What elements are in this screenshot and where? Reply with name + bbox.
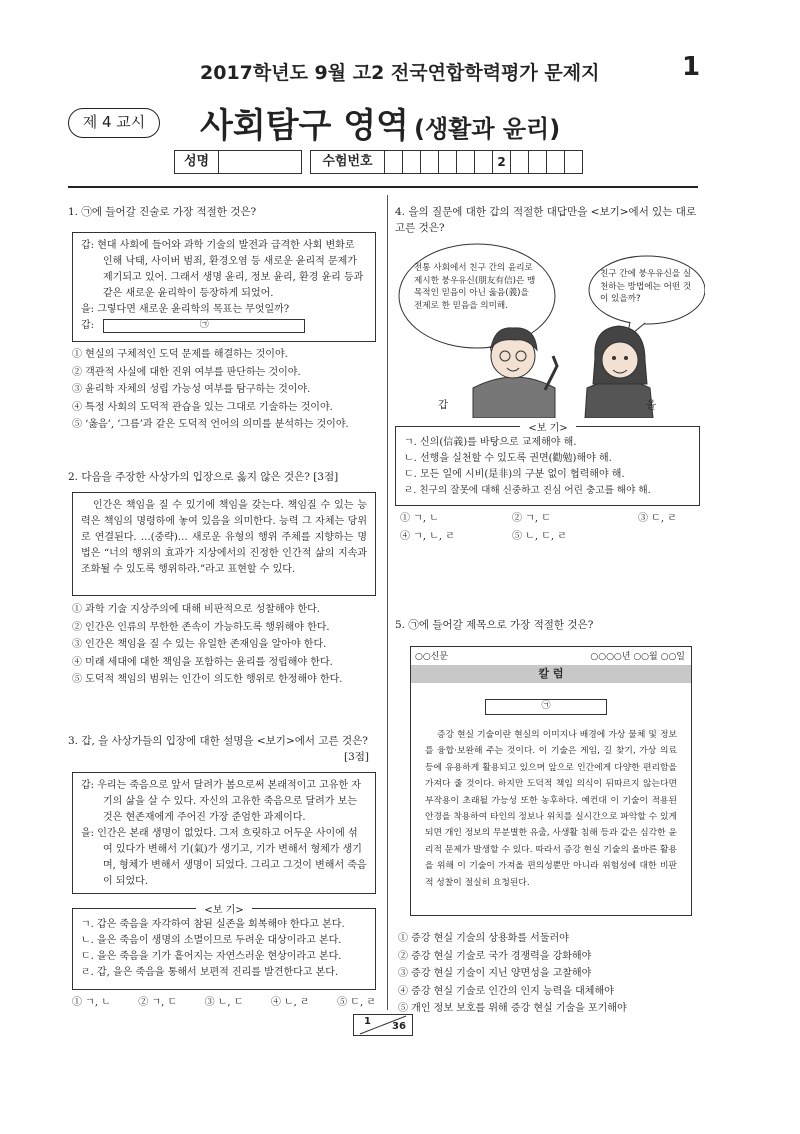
q3-option-5[interactable]: ⑤ ㄷ, ㄹ	[337, 997, 376, 1008]
q2-option-3[interactable]: ③ 인간은 책임을 질 수 있는 유일한 존재임을 알아야 한다.	[72, 639, 327, 650]
q2-passage: 인간은 책임을 질 수 있기에 책임을 갖는다. 책임질 수 있는 능력은 책임의 명령하에 놓여 있음을 의미한다. 능력 그 자체는 당위로 연결된다. …(중략)… 새로운 유형의 행위 주체를 지향하는 명법은 “너의 행위의 효과가 지상에서의 진정한 인간적 삶의 지속과 조화될 수 있도록 행위하라.”라고 표현할 수 있다.	[81, 500, 367, 575]
page-total: 36	[392, 1021, 406, 1032]
q2-stem: 2. 다음을 주장한 사상가의 입장으로 옳지 않은 것은? [3점]	[68, 471, 339, 483]
q3-option-2[interactable]: ② ㄱ, ㄷ	[138, 997, 178, 1008]
name-label: 성명	[174, 150, 219, 174]
q4-option-5[interactable]: ⑤ ㄴ, ㄷ, ㄹ	[512, 530, 567, 542]
q3-line-eul: 을: 인간은 본래 생명이 없었다. 그저 흐릿하고 어두운 사이에 섞여 있다가 변해서 기(氣)가 생기고, 기가 변해서 형체가 생기며, 형체가 변해서 생명이 되었다. 그리고 그것이 변해서 죽음이 되었다.	[81, 828, 367, 887]
q2-options	[72, 601, 342, 689]
q1-line-gap2: 갑: ㉠	[81, 318, 367, 334]
header-rule	[68, 186, 698, 188]
q1-option-3[interactable]: ③ 윤리학 자체의 성립 가능성 여부를 탐구하는 것이야.	[72, 384, 311, 395]
q4-bogi-box	[395, 426, 700, 506]
page-current: 1	[364, 1016, 371, 1027]
q3-bogi-title: <보 기>	[196, 901, 252, 916]
q4-option-2[interactable]: ② ㄱ, ㄷ	[512, 513, 551, 524]
newspaper-date: ○○○○년 ○○월 ○○일	[590, 652, 685, 662]
exam-no-cell[interactable]	[474, 150, 493, 174]
q5-options	[398, 930, 627, 1018]
page-number: 1	[682, 52, 701, 82]
exam-no-cell[interactable]: 2	[492, 150, 511, 174]
q3-option-4[interactable]: ④ ㄴ, ㄹ	[270, 997, 310, 1008]
exam-title: 2017학년도 9월 고2 전국연합학력평가 문제지	[200, 62, 600, 84]
q2-option-1[interactable]: ① 과학 기술 지상주의에 대해 비판적으로 성찰해야 한다.	[72, 604, 320, 615]
q3-options	[72, 994, 376, 1012]
girl-figure	[585, 326, 653, 418]
q3-points: [3점]	[344, 751, 370, 763]
exam-no-cell[interactable]	[528, 150, 547, 174]
bubble-eul-text: 친구 간에 붕우유신을 실천하는 방법에는 어떤 것이 있을까?	[600, 269, 692, 304]
q1-dialogue-box	[72, 232, 376, 342]
q5-option-3[interactable]: ③ 증강 현실 기술이 지닌 양면성을 고찰해야	[398, 968, 592, 979]
subject-main: 사회탐구 영역	[200, 106, 409, 146]
column-divider	[387, 195, 388, 1010]
q1-option-1[interactable]: ① 현실의 구체적인 도덕 문제를 해결하는 것이야.	[72, 349, 288, 360]
q1-line-eul: 을: 그렇다면 새로운 윤리학의 목표는 무엇일까?	[81, 304, 290, 315]
exam-no-cell[interactable]	[438, 150, 457, 174]
label-eul: 을	[646, 399, 657, 411]
q5-option-4[interactable]: ④ 증강 현실 기술로 인간의 인지 능력을 대체해야	[398, 985, 614, 997]
exam-no-cell[interactable]	[420, 150, 439, 174]
q5-newspaper	[410, 646, 692, 916]
q3-bogi-3: ㄷ. 을은 죽음을 기가 흩어지는 자연스러운 현상이라고 본다.	[81, 951, 342, 962]
q4-bogi-2: ㄴ. 선행을 실천할 수 있도록 권면(勸勉)해야 해.	[404, 453, 612, 464]
q5-stem: 5. ㉠에 들어갈 제목으로 가장 적절한 것은?	[395, 619, 594, 631]
bubble-gap-text: 전통 사회에서 친구 간의 윤리로 제시한 붕우유신(朋友有信)은 맹목적인 믿음이 아닌 옳음(義)을 전제로 한 믿음을 의미해.	[414, 263, 536, 311]
q3-option-3[interactable]: ③ ㄴ, ㄷ	[204, 997, 244, 1008]
q3-bogi-1: ㄱ. 갑은 죽음을 자각하여 참된 실존을 회복해야 한다고 본다.	[81, 919, 345, 930]
exam-no-label: 수험번호	[310, 150, 385, 174]
period-badge: 제 4 교시	[68, 108, 160, 138]
q3-bogi-2: ㄴ. 을은 죽음이 생명의 소멸이므로 두려운 대상이라고 본다.	[81, 935, 342, 946]
q1-option-2[interactable]: ② 객관적 사실에 대한 진위 여부를 판단하는 것이야.	[72, 366, 301, 378]
label-gap: 갑	[438, 399, 449, 411]
q4-options	[400, 510, 700, 545]
q1-line-gap: 갑: 현대 사회에 들어와 과학 기술의 발전과 급격한 사회 변화로 인해 낙태, 사이버 범죄, 환경오염 등 새로운 윤리적 문제가 제기되고 있어. 그래서 생명 윤리, 정보 윤리, 환경 윤리 등과 같은 새로운 윤리학이 등장하게 되었어.	[81, 240, 364, 299]
q3-bogi-4: ㄹ. 갑, 을은 죽음을 통해서 보편적 진리를 발견한다고 본다.	[81, 967, 339, 978]
q5-option-2[interactable]: ② 증강 현실 기술로 국가 경쟁력을 강화해야	[398, 950, 592, 962]
newspaper-name: ○○신문	[415, 652, 449, 662]
exam-no-cell[interactable]	[510, 150, 529, 174]
q3-stem: 3. 갑, 을 사상가들의 입장에 대한 설명을 <보기>에서 고른 것은?	[68, 735, 368, 747]
q5-option-1[interactable]: ① 증강 현실 기술의 상용화를 서둘러야	[398, 933, 569, 944]
exam-no-cell[interactable]	[546, 150, 565, 174]
exam-no-cell[interactable]	[456, 150, 475, 174]
q4-bogi-1: ㄱ. 신의(信義)를 바탕으로 교제해야 해.	[404, 437, 577, 448]
q1-option-5[interactable]: ⑤ ‘옳음’, ‘그름’과 같은 도덕적 언어의 의미를 분석하는 것이야.	[72, 419, 349, 430]
q4-bogi-title: <보 기>	[520, 419, 576, 434]
q4-option-4[interactable]: ④ ㄱ, ㄴ, ㄹ	[400, 530, 455, 542]
exam-no-cell[interactable]	[564, 150, 583, 174]
name-field[interactable]	[218, 150, 302, 174]
q1-option-4[interactable]: ④ 특정 사회의 도덕적 관습을 있는 그대로 기술하는 것이야.	[72, 401, 333, 413]
q4-bogi-4: ㄹ. 친구의 잘못에 대해 신중하고 진심 어린 충고를 해야 해.	[404, 485, 651, 496]
q4-option-1[interactable]: ① ㄱ, ㄴ	[400, 513, 439, 524]
q1-options	[72, 346, 349, 434]
subject-title	[200, 98, 560, 147]
column-title: 칼 럼	[411, 665, 691, 683]
q3-line-gap: 갑: 우리는 죽음으로 앞서 달려가 봄으로써 본래적이고 고유한 자기의 삶을 살 수 있다. 자신의 고유한 죽음으로 달려가 보는 것은 현존재에게 주어진 가장 준엄한 과제이다.	[81, 780, 361, 823]
q3-option-1[interactable]: ① ㄱ, ㄴ	[72, 997, 111, 1008]
q2-option-5[interactable]: ⑤ 도덕적 책임의 범위는 인간이 의도한 행위로 한정해야 한다.	[72, 674, 343, 685]
page-counter	[353, 1014, 413, 1036]
q3-bogi-box	[72, 908, 376, 990]
q1-stem: 1. ㉠에 들어갈 진술로 가장 적절한 것은?	[68, 206, 257, 218]
q5-option-5[interactable]: ⑤ 개인 정보 보호를 위해 증강 현실 기술을 포기해야	[398, 1003, 627, 1014]
exam-no-cell[interactable]	[384, 150, 403, 174]
q2-option-2[interactable]: ② 인간은 인류의 무한한 존속이 가능하도록 행위해야 한다.	[72, 621, 330, 633]
q1-blank: ㉠	[103, 319, 305, 333]
q4-option-3[interactable]: ③ ㄷ, ㄹ	[638, 513, 677, 524]
q3-dialogue-box	[72, 772, 376, 894]
q2-passage-box	[72, 492, 376, 596]
exam-no-cell[interactable]	[402, 150, 421, 174]
subject-sub: (생활과 윤리)	[414, 115, 561, 143]
q2-option-4[interactable]: ④ 미래 세대에 대한 책임을 포함하는 윤리를 정립해야 한다.	[72, 656, 333, 668]
q4-stem: 4. 을의 질문에 대한 갑의 적절한 대답만을 <보기>에서 있는 대로 고른 것은?	[395, 206, 697, 234]
q5-blank: ㉠	[485, 699, 607, 715]
article-text: 증강 현실 기술이란 현실의 이미지나 배경에 가상 물체 및 정보를 융합·보완해 주는 것이다. 이 기술은 게임, 길 찾기, 가상 의료 등에 유용하게 활용되고 있으며 앞으로 인간에게 다양한 편리함을 가져다 줄 것이다. 하지만 도덕적 책임 의식이 뒤따르지 않는다면 부작용이 초래될 가능성 또한 농후하다. 예컨대 이 기술이 적용된 안경을 착용하여 타인의 정보나 위치를 실시간으로 파악할 수 있게 되면 개인 정보의 무분별한 유출, 사생활 침해 등과 같은 심각한 윤리적 문제가 발생할 수 있다. 따라서 증강 현실 기술의 올바른 활용을 위해 이 기술이 가져올 편의성뿐만 아니라 위험성에 대한 비판적 성찰이 절실히 요청된다.	[425, 730, 677, 888]
q4-bogi-3: ㄷ. 모든 일에 시비(是非)의 구분 없이 협력해야 해.	[404, 469, 625, 480]
